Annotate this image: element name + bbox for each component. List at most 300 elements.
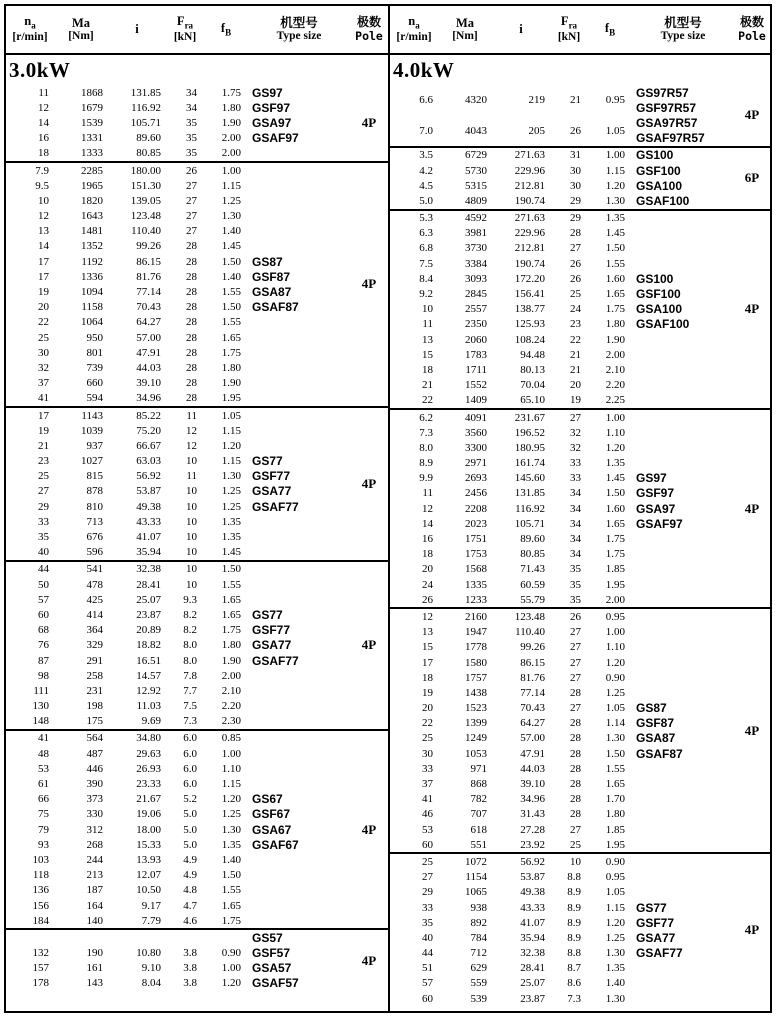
cell-fra: 31 [570,149,581,162]
cell-fb: 1.20 [221,977,241,990]
cell-ma: 268 [86,838,103,851]
cell-fra: 3.8 [183,977,197,990]
cell-i: 20.89 [136,624,161,637]
cell-na: 27 [38,485,49,498]
cell-fb: 1.00 [605,411,625,424]
cell-fb: 2.00 [221,669,241,682]
cell-ma: 2693 [465,472,487,485]
cell-i: 94.48 [520,348,545,361]
cell-na: 75 [38,808,49,821]
cell-fra: 3.8 [183,947,197,960]
cell-fb: 1.05 [221,409,241,422]
cell-i: 105.71 [130,116,161,129]
cell-i: 110.40 [131,225,161,238]
cell-fb: 1.85 [605,823,625,836]
cell-fb: 1.40 [605,977,625,990]
type-size-label: GSA97 [252,115,292,130]
cell-fb: 2.00 [605,348,625,361]
cell-na: 9.5 [35,179,49,192]
cell-na: 132 [32,947,49,960]
col-i-header: i [135,22,139,37]
cell-fb: 1.35 [605,962,625,975]
cell-ma: 1143 [81,409,103,422]
type-size-label: GSF77 [636,915,675,930]
cell-fb: 1.50 [221,255,241,268]
cell-i: 65.10 [520,394,545,407]
type-size-label: GSA100 [636,302,683,317]
cell-i: 35.94 [136,546,161,559]
cell-ma: 1072 [465,855,487,868]
cell-fb: 1.80 [221,639,241,652]
cell-ma: 1580 [465,656,487,669]
cell-ma: 1539 [81,116,103,129]
cell-ma [54,930,108,945]
cell-i: 219 [528,94,545,107]
cell-ma: 1192 [81,255,103,268]
cell-na: 8.0 [419,441,433,454]
cell-fb: 1.60 [605,272,625,285]
cell-fra: 28 [186,286,197,299]
panel-4kw [388,6,770,1011]
cell-i: 34.80 [136,732,161,745]
cell-ma: 618 [470,823,487,836]
cell-ma: 937 [86,439,103,452]
type-size-label: GSF57 [252,946,291,961]
cell-fra: 12 [186,439,197,452]
type-size-label: GSA97 [636,501,676,516]
cell-fra: 6.0 [183,778,197,791]
pole-label: 4P [744,107,760,123]
cell-na: 25 [38,331,49,344]
cell-i: 39.10 [520,778,545,791]
cell-na: 6.6 [419,94,433,107]
cell-na: 19 [422,686,433,699]
cell-i: 18.00 [136,823,161,836]
cell-i: 123.48 [514,610,545,623]
cell-i: 23.33 [136,778,161,791]
cell-fb: 1.35 [221,515,241,528]
cell-i: 75.20 [136,424,161,437]
cell-fb: 1.35 [605,457,625,470]
type-size-label: GS87 [252,254,283,269]
cell-ma: 3981 [465,227,487,240]
cell-ma: 660 [86,377,103,390]
cell-na: 7.3 [419,426,433,439]
cell-ma: 1947 [465,626,487,639]
cell-i: 47.91 [136,346,161,359]
spec-block [6,85,388,161]
cell-ma: 143 [86,977,103,990]
cell-fra: 4.9 [183,869,197,882]
cell-na: 87 [38,654,49,667]
cell-i: 70.04 [520,379,545,392]
type-size-label: GSAF97R57 [636,131,705,146]
cell-na: 17 [38,409,49,422]
cell-na: 68 [38,624,49,637]
cell-fb: 1.65 [221,593,241,606]
cell-i: 70.43 [136,301,161,314]
cell-i: 156.41 [514,288,545,301]
cell-i: 57.00 [136,331,161,344]
cell-fb: 1.80 [605,318,625,331]
cell-na: 53 [422,823,433,836]
cell-fra: 28 [186,331,197,344]
cell-ma: 5315 [465,179,487,192]
cell-fra: 5.0 [183,808,197,821]
type-size-label: GS67 [252,792,283,807]
cell-fb: 1.25 [221,485,241,498]
cell-na: 130 [32,700,49,713]
cell-na: 7.0 [419,124,433,137]
cell-i: 31.43 [520,808,545,821]
cell-ma: 629 [470,962,487,975]
spec-block [6,729,388,928]
cell-fra: 10 [186,531,197,544]
cell-ma: 4809 [465,194,487,207]
cell-fra: 35 [186,132,197,145]
cell-fra: 27 [570,823,581,836]
cell-fra: 30 [570,179,581,192]
cell-ma: 868 [470,778,487,791]
cell-ma: 782 [470,793,487,806]
cell-fra: 33 [570,457,581,470]
cell-ma: 258 [86,669,103,682]
cell-na: 9.9 [419,472,433,485]
cell-fb: 1.25 [605,686,625,699]
cell-na: 8.9 [419,457,433,470]
cell-ma: 713 [86,515,103,528]
cell-fra: 27 [570,411,581,424]
cell-fb: 1.20 [221,793,241,806]
cell-ma: 1552 [465,379,487,392]
cell-i: 77.14 [136,286,161,299]
cell-fra: 34 [186,86,197,99]
cell-na: 30 [38,346,49,359]
cell-i: 131.85 [130,86,161,99]
cell-fb: 2.20 [221,700,241,713]
cell-fra: 10 [186,546,197,559]
cell-fra: 10 [186,485,197,498]
cell-na: 60 [422,992,433,1005]
cell-fra: 10 [186,578,197,591]
cell-na: 23 [38,455,49,468]
cell-na: 5.0 [419,194,433,207]
cell-fb: 1.05 [605,886,625,899]
cell-fra: 19 [570,394,581,407]
type-size-label: GSF97R57 [636,100,697,115]
cell-fb: 1.55 [605,762,625,775]
cell-fra: 7.7 [183,684,197,697]
cell-ma: 140 [86,914,103,927]
cell-i: 64.27 [520,717,545,730]
cell-ma: 1154 [465,871,487,884]
cell-i: 28.41 [520,962,545,975]
cell-i: 9.10 [141,962,161,975]
cell-ma: 364 [86,624,103,637]
cell-fra: 28 [570,808,581,821]
cell-na: 13 [38,225,49,238]
cell-na: 5.3 [419,212,433,225]
cell-i: 9.69 [141,715,161,728]
cell-na: 16 [38,132,49,145]
cell-fra: 8.9 [567,931,581,944]
cell-na: 10 [38,194,49,207]
cell-ma: 312 [86,823,103,836]
cell-ma: 1027 [81,455,103,468]
cell-na: 41 [38,392,49,405]
cell-ma: 739 [86,361,103,374]
col-pole-header: 极数 Pole [355,14,383,43]
cell-i: 89.60 [136,132,161,145]
cell-ma: 801 [86,346,103,359]
cell-fra: 7.3 [183,715,197,728]
cell-na: 79 [38,823,49,836]
cell-fra: 11 [186,470,197,483]
cell-ma: 1438 [465,686,487,699]
cell-fb: 2.00 [605,593,625,606]
cell-ma: 1158 [81,301,103,314]
cell-na [6,930,54,945]
cell-ma: 2845 [465,288,487,301]
cell-i: 231.67 [514,411,545,424]
cell-i: 229.96 [514,227,545,240]
cell-ma: 1778 [465,641,487,654]
cell-fb: 1.50 [221,869,241,882]
cell-i: 49.38 [520,886,545,899]
cell-fb: 1.55 [221,316,241,329]
type-size-label: GSF77 [252,469,291,484]
cell-ma: 2160 [465,610,487,623]
cell-fb: 1.65 [605,517,625,530]
cell-na: 76 [38,639,49,652]
cell-i: 23.92 [520,838,545,851]
cell-ma: 938 [470,901,487,914]
spec-block [390,607,770,852]
cell-fra: 21 [570,94,581,107]
cell-i: 56.92 [136,470,161,483]
cell-fra: 27 [186,210,197,223]
cell-fb: 1.15 [605,164,625,177]
cell-i: 10.80 [136,947,161,960]
cell-fra: 6.0 [183,732,197,745]
cell-fb: 1.55 [221,286,241,299]
cell-ma: 541 [86,563,103,576]
cell-ma: 1568 [465,563,487,576]
cell-i: 23.87 [136,608,161,621]
cell-na: 118 [32,869,49,882]
type-size-label: GSF67 [252,807,291,822]
cell-fra: 27 [570,656,581,669]
cell-fra: 27 [570,702,581,715]
cell-na: 17 [38,255,49,268]
cell-i [108,930,166,945]
cell-i: 212.81 [514,179,545,192]
cell-i: 11.03 [136,700,161,713]
spec-block [390,852,770,1006]
col-fb-header: $f_B$ [604,21,616,38]
cell-i: 70.43 [520,702,545,715]
col-typesize-header: 机型号 Type size [276,15,322,43]
cell-i: 29.63 [136,747,161,760]
cell-ma: 1409 [465,394,487,407]
cell-na: 51 [422,962,433,975]
cell-i: 180.00 [130,164,161,177]
cell-fb: 1.10 [605,426,625,439]
cell-fra: 25 [570,288,581,301]
cell-na: 184 [32,914,49,927]
cell-fra: 28 [570,747,581,760]
cell-na: 136 [32,884,49,897]
cell-fra: 8.9 [567,916,581,929]
cell-na: 14 [38,240,49,253]
cell-ma: 330 [86,808,103,821]
cell-ma: 1643 [81,210,103,223]
cell-ma: 712 [470,947,487,960]
cell-fra: 8.2 [183,624,197,637]
cell-ma: 4320 [465,94,487,107]
type-size-label: GSAF100 [636,317,690,332]
cell-fra: 28 [186,316,197,329]
type-size-label: GSA77 [636,930,676,945]
cell-fb: 1.40 [221,853,241,866]
type-size-label: GSA100 [636,178,683,193]
cell-ma: 1336 [81,270,103,283]
type-size-label: GSAF67 [252,837,299,852]
cell-i: 53.87 [136,485,161,498]
cell-fb: 1.55 [605,257,625,270]
cell-na: 11 [422,487,433,500]
cell-na: 10 [422,303,433,316]
type-size-label: GSF97 [636,486,675,501]
cell-fb: 1.20 [605,441,625,454]
cell-i: 43.33 [520,901,545,914]
cell-fb: 1.80 [221,101,241,114]
cell-ma: 676 [86,531,103,544]
cell-fb: 1.25 [605,931,625,944]
cell-i: 63.03 [136,455,161,468]
cell-fra: 34 [570,548,581,561]
spec-block [390,408,770,607]
cell-fra: 4.8 [183,884,197,897]
cell-fra: 9.3 [183,593,197,606]
cell-ma: 1039 [81,424,103,437]
cell-na: 40 [38,546,49,559]
cell-fra: 3.8 [183,962,197,975]
cell-na: 93 [38,838,49,851]
cell-na: 6.2 [419,411,433,424]
cell-fb: 1.95 [605,838,625,851]
cell-i: 49.38 [136,500,161,513]
cell-ma: 2208 [465,502,487,515]
cell-fra: 35 [570,593,581,606]
cell-ma: 810 [86,500,103,513]
cell-fb: 1.25 [221,808,241,821]
cell-na: 44 [422,947,433,960]
cell-na: 35 [38,531,49,544]
cell-ma: 1523 [465,702,487,715]
cell-ma: 414 [86,608,103,621]
cell-fra: 32 [570,441,581,454]
cell-fb: 1.55 [221,884,241,897]
cell-fra: 28 [186,392,197,405]
cell-ma: 1335 [465,578,487,591]
cell-i: 138.77 [514,303,545,316]
cell-fra: 10 [186,500,197,513]
cell-i: 19.06 [136,808,161,821]
cell-fb: 1.30 [605,992,625,1005]
cell-ma: 2456 [465,487,487,500]
cell-i: 35.94 [520,931,545,944]
blocks-3kw [6,85,388,1011]
cell-ma: 1783 [465,348,487,361]
cell-i: 23.87 [520,992,545,1005]
cell-i: 131.85 [514,487,545,500]
pole-label: 4P [361,276,377,292]
cell-fra: 29 [570,212,581,225]
cell-na: 32 [38,361,49,374]
cell-fb: 1.45 [605,227,625,240]
cell-ma: 1753 [465,548,487,561]
cell-fb: 1.20 [221,439,241,452]
cell-na: 157 [32,962,49,975]
cell-fb: 0.95 [605,871,625,884]
cell-fb: 1.15 [221,778,241,791]
cell-na: 18 [422,671,433,684]
cell-i: 27.28 [520,823,545,836]
cell-fb: 0.90 [221,947,241,960]
cell-fra: 10 [186,515,197,528]
cell-i: 25.07 [520,977,545,990]
cell-fra: 30 [570,164,581,177]
cell-na: 33 [38,515,49,528]
cell-na: 17 [422,656,433,669]
pole-label: 6P [744,170,760,186]
cell-fra: 20 [570,379,581,392]
cell-ma: 2350 [465,318,487,331]
cell-na: 33 [422,762,433,775]
cell-i: 80.85 [136,147,161,160]
cell-fb: 1.75 [605,533,625,546]
cell-i: 56.92 [520,855,545,868]
cell-i: 151.30 [130,179,161,192]
cell-fra: 27 [570,626,581,639]
cell-fb: 1.90 [221,654,241,667]
cell-i: 32.38 [520,947,545,960]
cell-fb: 1.95 [605,578,625,591]
cell-fb: 1.75 [605,548,625,561]
cell-fb: 1.35 [221,531,241,544]
cell-fb: 1.50 [605,242,625,255]
cell-i: 80.13 [520,363,545,376]
cell-fb: 1.05 [605,702,625,715]
cell-ma: 478 [86,578,103,591]
cell-fra: 8.0 [183,639,197,652]
cell-fb: 1.25 [221,500,241,513]
cell-fb: 1.30 [605,194,625,207]
cell-fra: 26 [570,124,581,137]
pole-label: 4P [361,952,377,968]
cell-na: 25 [38,470,49,483]
cell-fb: 1.15 [605,901,625,914]
section-title-3kw: 3.0kW [9,57,71,82]
cell-i: 99.26 [520,641,545,654]
type-size-label: GSAF77 [636,946,683,961]
cell-ma: 1352 [81,240,103,253]
cell-fra: 27 [186,194,197,207]
col-typesize-header: 机型号 Type size [660,15,706,43]
panel-3kw [6,6,388,1011]
pole-label: 4P [744,922,760,938]
